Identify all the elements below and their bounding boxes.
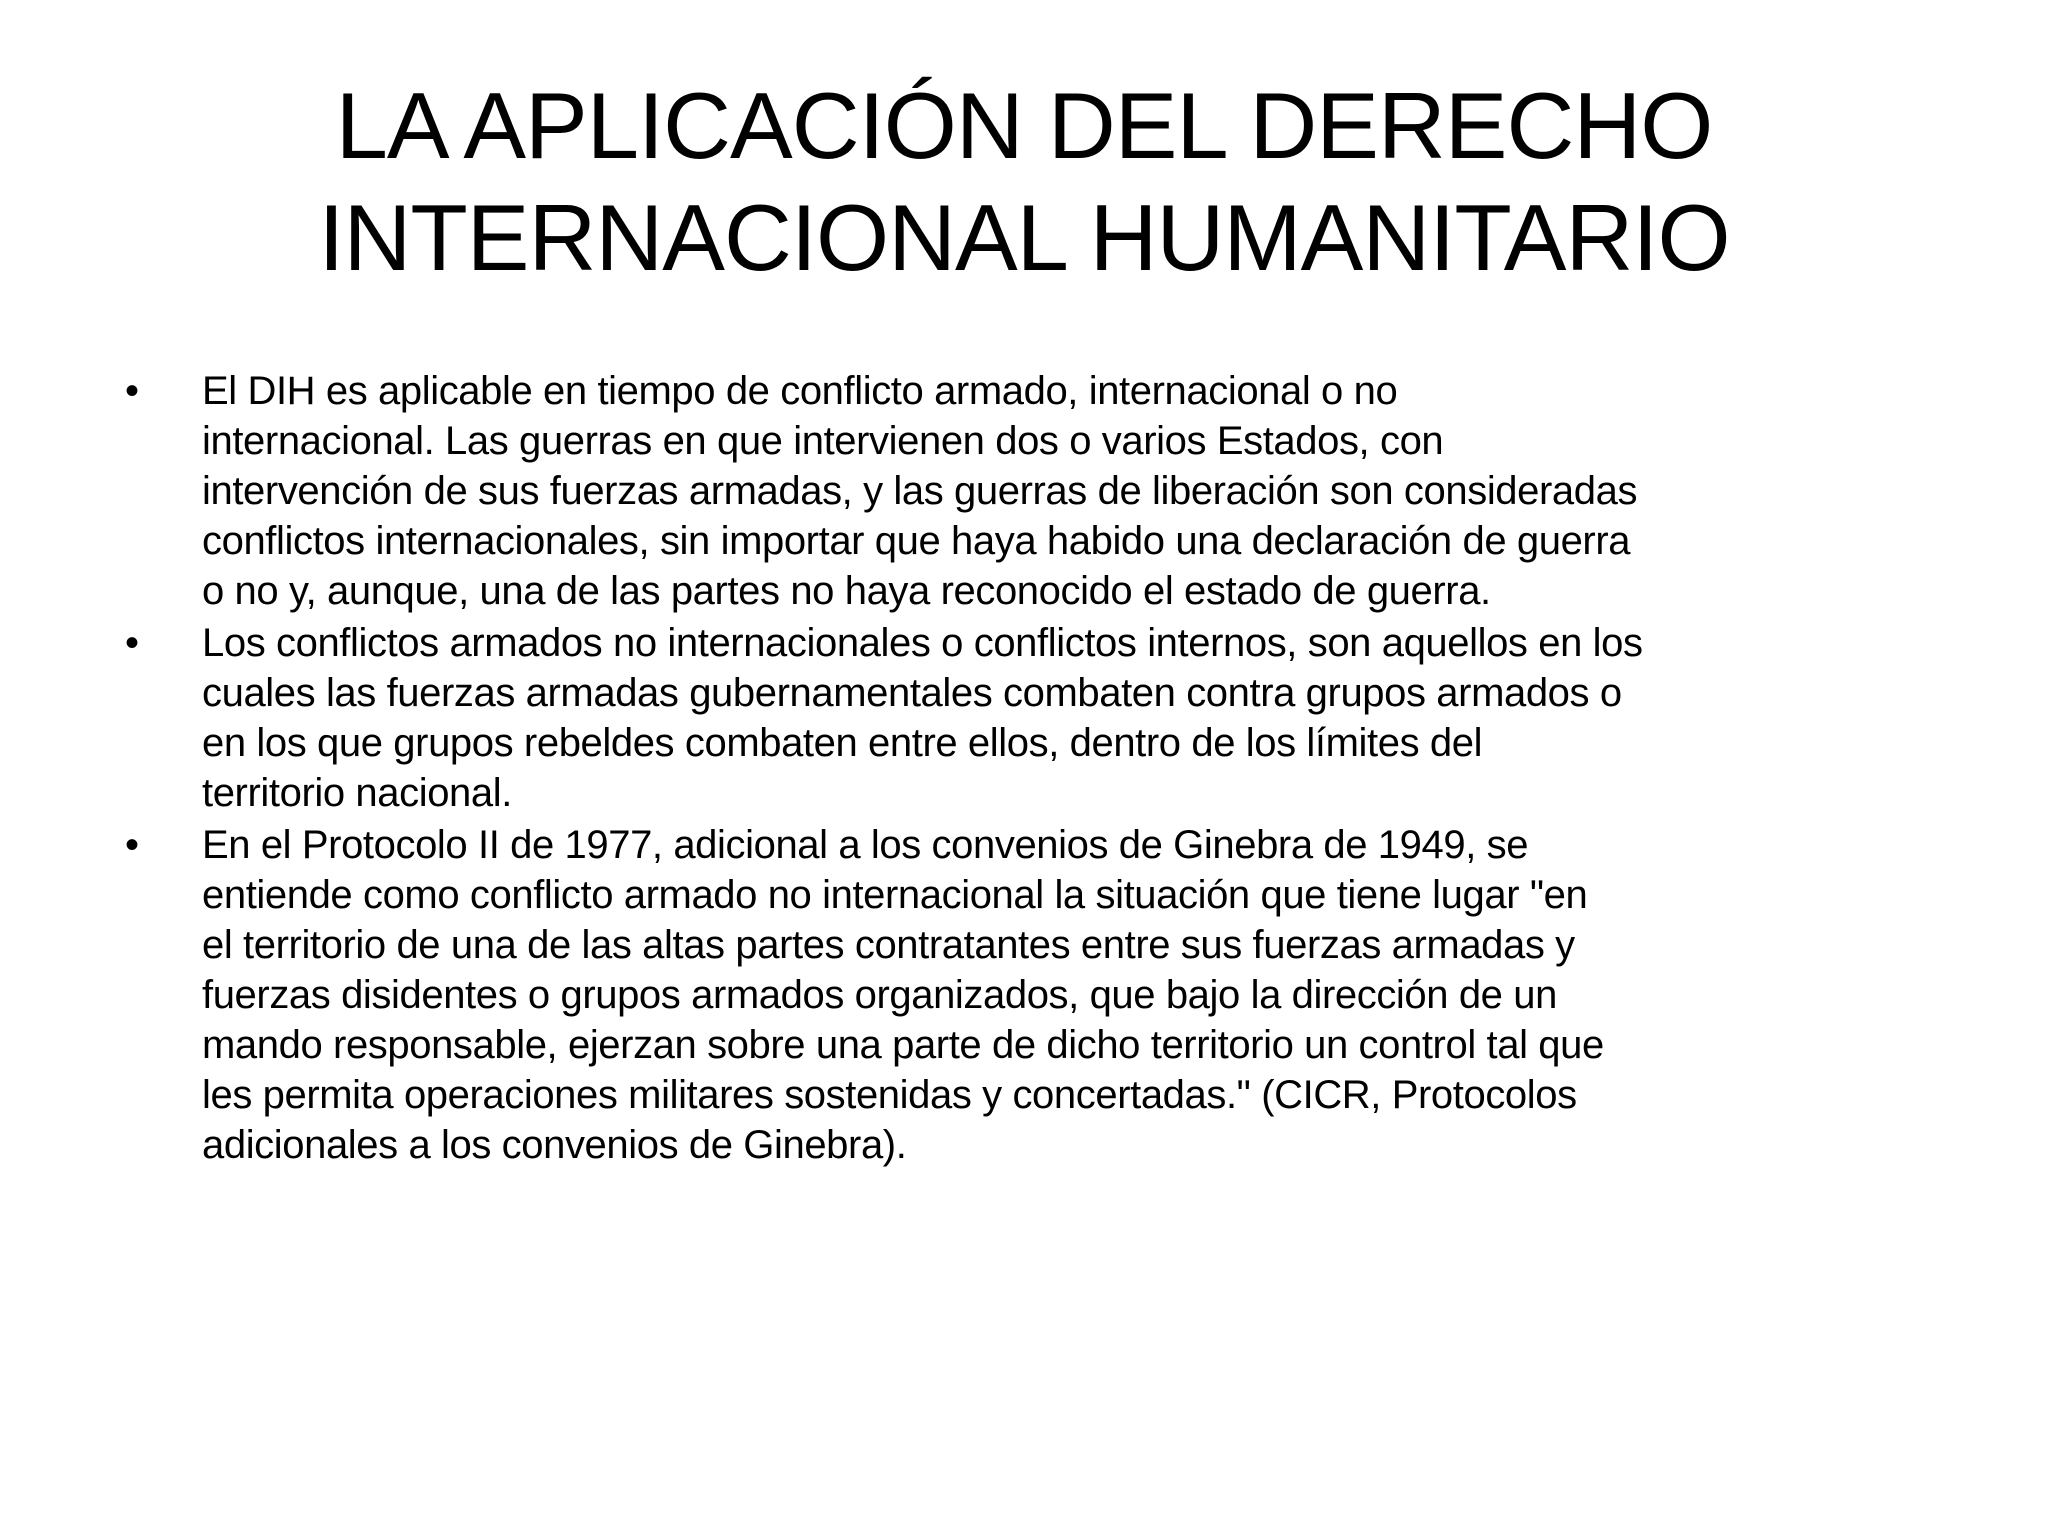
bullet-list <box>120 366 1960 1172</box>
bullet-1-line-1: El DIH es aplicable en tiempo de conflicto armado, internacional o no <box>202 369 1398 413</box>
bullet-1-line-2: internacional. Las guerras en que intervienen dos o varios Estados, con <box>202 419 1444 463</box>
bullet-text-1 <box>202 366 1960 616</box>
bullet-3-line-5: mando responsable, ejerzan sobre una parte de dicho territorio un control tal que <box>202 1023 1604 1067</box>
bullet-3-line-3: el territorio de una de las altas partes contratantes entre sus fuerzas armadas y <box>202 923 1575 967</box>
bullet-icon: • <box>125 369 139 413</box>
bullet-icon: • <box>125 823 139 867</box>
bullet-text-2 <box>202 618 1960 818</box>
bullet-2-line-3: en los que grupos rebeldes combaten entre ellos, dentro de los límites del <box>202 721 1483 765</box>
bullet-item-2 <box>120 618 1960 818</box>
bullet-3-line-7: adicionales a los convenios de Ginebra). <box>202 1123 907 1167</box>
bullet-1-line-5: o no y, aunque, una de las partes no haya reconocido el estado de guerra. <box>202 569 1491 613</box>
slide-title-line-2: INTERNACIONAL HUMANITARIO <box>318 185 1730 290</box>
bullet-3-line-2: entiende como conflicto armado no internacional la situación que tiene lugar "en <box>202 873 1588 917</box>
bullet-icon: • <box>125 621 139 665</box>
bullet-1-line-4: conflictos internacionales, sin importar que haya habido una declaración de guerra <box>202 519 1631 563</box>
bullet-2-line-2: cuales las fuerzas armadas gubernamentales combaten contra grupos armados o <box>202 671 1622 715</box>
bullet-2-line-4: territorio nacional. <box>202 771 512 815</box>
slide-title <box>150 70 1898 294</box>
bullet-3-line-4: fuerzas disidentes o grupos armados organizados, que bajo la dirección de un <box>202 973 1557 1017</box>
bullet-text-3 <box>202 820 1960 1170</box>
slide-title-line-1: LA APLICACIÓN DEL DERECHO <box>335 73 1713 178</box>
bullet-item-3 <box>120 820 1960 1170</box>
bullet-item-1 <box>120 366 1960 616</box>
bullet-3-line-1: En el Protocolo II de 1977, adicional a los convenios de Ginebra de 1949, se <box>202 823 1529 867</box>
bullet-1-line-3: intervención de sus fuerzas armadas, y las guerras de liberación son consideradas <box>202 469 1638 513</box>
bullet-3-line-6: les permita operaciones militares sostenidas y concertadas." (CICR, Protocolos <box>202 1073 1577 1117</box>
bullet-2-line-1: Los conflictos armados no internacionales o conflictos internos, son aquellos en los <box>202 621 1643 665</box>
